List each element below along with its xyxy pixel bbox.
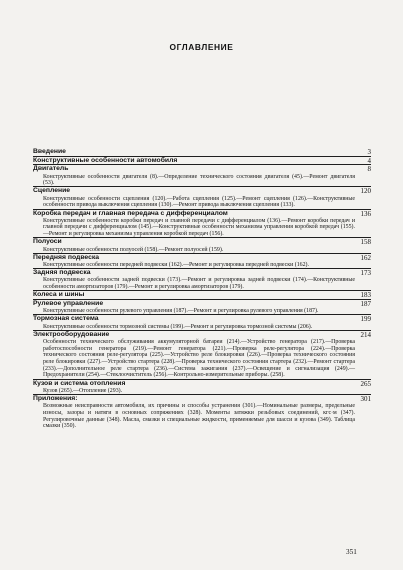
toc-entry: [33, 253, 371, 269]
toc-entry-page: 3: [367, 148, 371, 156]
toc-entry-title: Сцепление: [33, 187, 71, 195]
toc-entry-title: Электрооборудование: [33, 330, 110, 338]
toc-entry: [33, 209, 371, 238]
toc-entry-page: 158: [360, 238, 371, 247]
toc-entry-page: 214: [360, 330, 371, 339]
toc-entry-page: 136: [360, 209, 371, 218]
toc-entry: [33, 164, 371, 187]
toc-entry-title: Рулевое управление: [33, 299, 104, 307]
toc-entry-page: 4: [367, 156, 371, 165]
toc-entry-page: 120: [360, 187, 371, 196]
toc-entry-row: [33, 379, 371, 388]
toc-entry-description: Конструктивные особенности полуосей (158).—Ремонт полуосей (159).: [43, 246, 224, 253]
toc-entry: [33, 237, 371, 253]
toc-entry-page: 162: [360, 253, 371, 262]
toc-entry-title: Двигатель: [33, 165, 69, 173]
toc-entry: [33, 394, 371, 430]
toc-entry-title: Введение: [33, 148, 66, 155]
page-number: 351: [346, 548, 357, 556]
toc-entry-row: [33, 268, 371, 277]
toc-entry-description: Кузов (265).—Отопление (293).: [43, 387, 123, 394]
toc-entry-title: Задняя подвеска: [33, 269, 91, 277]
toc-entry-title: Конструктивные особенности автомобиля: [33, 156, 178, 164]
toc-entry-description: Конструктивные особенности двигателя (8).—Определение технического состояния двигателя (45).—Ремонт двигателя (53).: [43, 173, 355, 187]
toc-entry: [33, 299, 371, 315]
toc-entry-page: 265: [360, 379, 371, 388]
toc-entry-row: [33, 164, 371, 173]
toc-entry-row: [33, 330, 371, 339]
toc-entry: [33, 268, 371, 291]
toc-entry-row: [33, 237, 371, 246]
toc-entry: [33, 330, 371, 379]
toc-entry: [33, 314, 371, 330]
toc-entry-description: Возможные неисправности автомобиля, их причины и способы устранения (301).—Номинальные размеры, предельные износы, зазоры и натяги в основных сопряжениях (328). Моменты затяжки резьбовых соединений, кгс·м (347). Регулировочные данные (348). Масла, смазки и специальные жидкости, применяемые для шасси и кузова (349). Таблица смазки (350).: [43, 403, 355, 430]
toc-entry-page: 8: [367, 165, 371, 174]
table-of-contents: [33, 148, 371, 430]
toc-entry-description: Конструктивные особенности рулевого управления (187).—Ремонт и регулировка рулевого управления (187).: [43, 308, 319, 315]
toc-entry-title: Полуоси: [33, 238, 62, 246]
toc-entry-description: Конструктивные особенности тормозной системы (199).—Ремонт и регулировка тормозной системы (206).: [43, 323, 313, 330]
toc-entry-title: Колеса и шины: [33, 291, 85, 299]
toc-entry-row: [33, 209, 371, 218]
toc-entry-title: Коробка передач и главная передача с дифференциалом: [33, 209, 228, 217]
toc-entry-page: 301: [360, 395, 371, 403]
toc-entry-page: 173: [360, 269, 371, 278]
toc-entry-row: [33, 253, 371, 262]
toc-entry-description: Конструктивные особенности сцепления (120).—Работа сцепления (125).—Ремонт сцепления (126).—Конструктивные особенности привода выключения сцепления (130).—Ремонт привода выключения сцепления (133).: [43, 195, 355, 209]
toc-entry: [33, 186, 371, 209]
toc-entry: [33, 379, 371, 395]
toc-entry-description: Конструктивные особенности коробки передач и главной передачи с дифференциалом (136).—Ремонт коробки передач и главной передачи с дифференциалом (145).—Конструктивные особенности механизма управления коробкой передач (155).—Ремонт и регулировка механизма управления коробкой передач (156).: [43, 217, 355, 238]
toc-entry-row: [33, 299, 371, 308]
toc-entry-row: [33, 186, 371, 195]
toc-entry-description: Особенности технического обслуживания аккумуляторной батареи (214).—Устройство генератора (217).—Проверка работоспособности генератора (219).—Ремонт генератора (221).—Проверка реле-регулятора (224).—Проверка технического состояния реле-регулятора (225).—Устройство реле блокировки (226).—Проверка технического состояния реле блокировки (227).—Устройство стартера (228).—Проверка технического состояния стартера (232).—Ремонт стартера (233).—Дополнительное реле стартера (236).—Система зажигания (237).—Освещение и сигнализация (249).—Предохранители (254).—Стеклоочиститель (256).—Контрольно-измерительные приборы. (258).: [43, 338, 355, 379]
toc-entry-title: Тормозная система: [33, 315, 99, 323]
toc-entry-title: Приложения:: [33, 395, 78, 402]
toc-entry-page: 187: [360, 299, 371, 308]
toc-entry-row: [33, 394, 371, 403]
toc-entry-title: Кузов и система отопления: [33, 379, 126, 387]
page-title: ОГЛАВЛЕНИЕ: [169, 42, 234, 52]
toc-entry-description: Конструктивные особенности задней подвески (173).—Ремонт и регулировка задней подвески (174).—Конструктивные особенности амортизаторов (179).—Ремонт и регулировка амортизаторов (179).: [43, 277, 355, 291]
toc-entry-title: Передняя подвеска: [33, 253, 100, 261]
toc-entry-description: Конструктивные особенности передней подвески (162).—Ремонт и регулировка передней подвески (162).: [43, 261, 309, 268]
toc-entry-page: 183: [360, 291, 371, 300]
toc-entry-page: 199: [360, 315, 371, 324]
toc-entry-row: [33, 314, 371, 323]
